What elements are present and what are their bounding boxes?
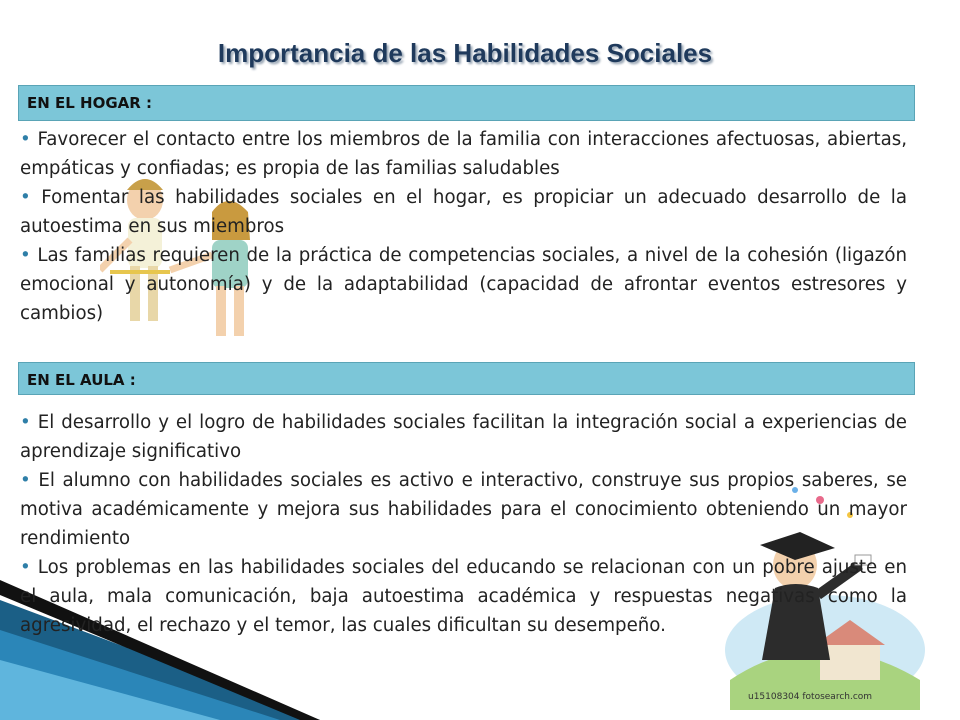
- hogar-bullet-list: [20, 125, 907, 328]
- section-heading-aula: EN EL AULA :: [18, 362, 915, 395]
- list-item: • El desarrollo y el logro de habilidades sociales facilitan la integración social a experiencias de aprendizaje significativo: [20, 412, 907, 462]
- bullet-icon: •: [20, 187, 42, 208]
- section-heading-hogar: EN EL HOGAR :: [18, 85, 915, 121]
- bullet-icon: •: [20, 412, 38, 433]
- page-title: Importancia de las Habilidades Sociales: [217, 38, 713, 68]
- list-item: • Fomentar las habilidades sociales en el hogar, es propiciar un adecuado desarrollo de la autoestima en sus miembros: [20, 187, 907, 237]
- bullet-icon: •: [20, 470, 39, 491]
- aula-bullet-list: [20, 408, 907, 640]
- image-credit: u15108304 fotosearch.com: [748, 692, 873, 702]
- list-item: • Las familias requieren de la práctica de competencias sociales, a nivel de la cohesión (ligazón emocional y autonomía) y de la adaptabilidad (capacidad de afrontar eventos estresores y cambios): [20, 245, 907, 324]
- list-item: • Favorecer el contacto entre los miembros de la familia con interacciones afectuosas, abiertas, empáticas y confiadas; es propia de las familias saludables: [20, 129, 907, 179]
- bullet-icon: •: [20, 129, 38, 150]
- list-item: • Los problemas en las habilidades sociales del educando se relacionan con un pobre ajuste en el aula, mala comunicación, baja autoestima académica y respuestas negativas como la agresividad, el rechazo y el temor, las cuales dificultan su desempeño.: [20, 557, 907, 636]
- bullet-icon: •: [20, 557, 38, 578]
- bullet-icon: •: [20, 245, 38, 266]
- list-item: • El alumno con habilidades sociales es activo e interactivo, construye sus propios saberes, se motiva académicamente y mejora sus habilidades para el conocimiento obteniendo un mayor rendimiento: [20, 470, 907, 549]
